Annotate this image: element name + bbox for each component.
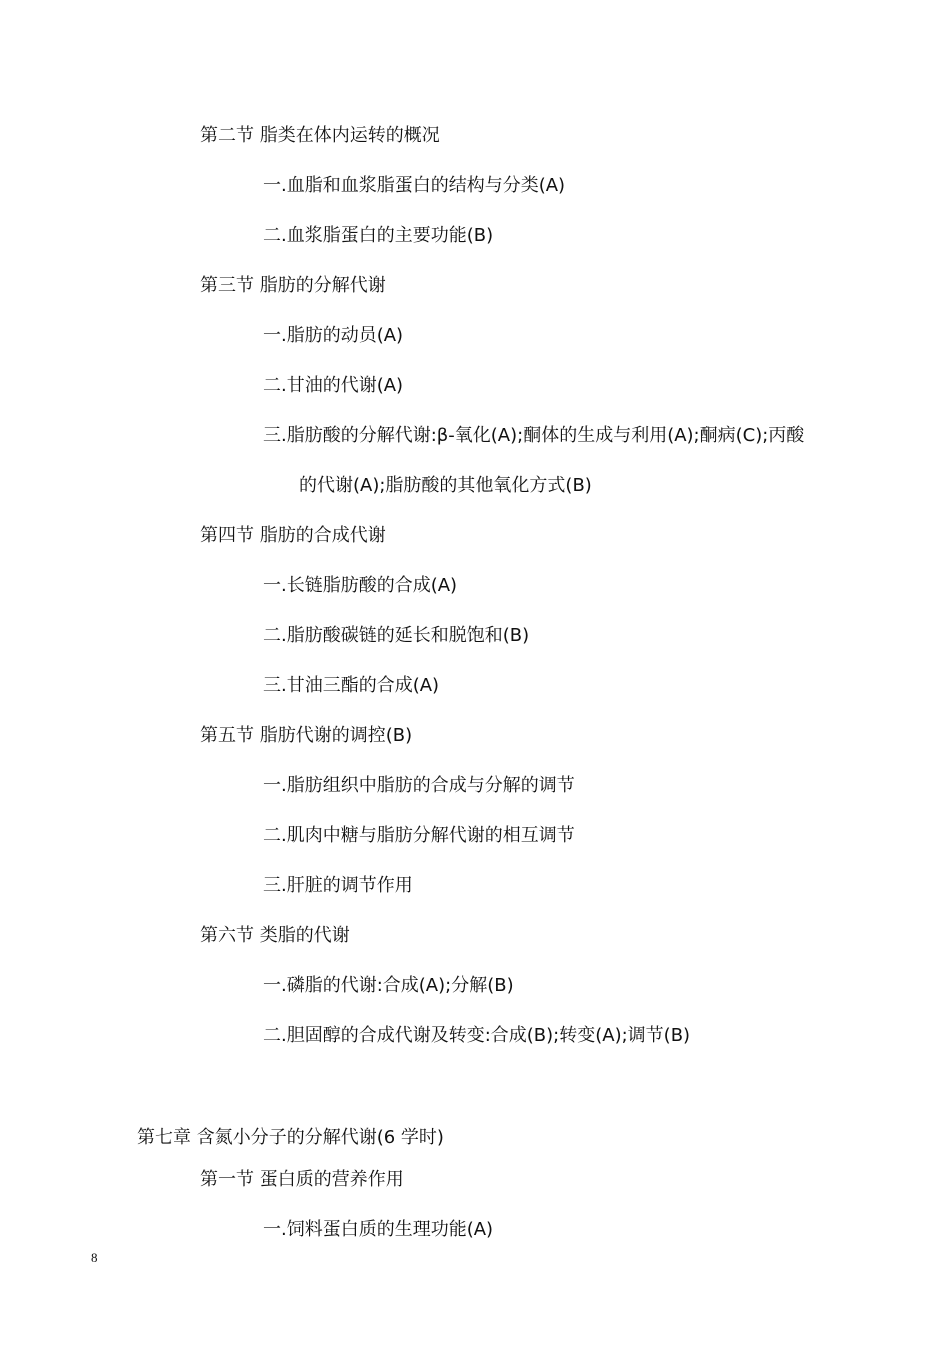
list-item: 三.甘油三酯的合成(A) <box>263 675 440 696</box>
chapter-heading: 第七章 含氮小分子的分解代谢(6 学时) <box>137 1127 444 1148</box>
list-item: 一.长链脂肪酸的合成(A) <box>263 575 458 596</box>
list-item: 一.脂肪的动员(A) <box>263 325 404 346</box>
section-heading-5: 第五节 脂肪代谢的调控(B) <box>200 725 413 746</box>
section-heading-6: 第六节 类脂的代谢 <box>200 925 350 946</box>
section-heading-4: 第四节 脂肪的合成代谢 <box>200 525 386 546</box>
section-heading-1: 第一节 蛋白质的营养作用 <box>200 1169 404 1190</box>
list-item: 二.血浆脂蛋白的主要功能(B) <box>263 225 494 246</box>
list-item: 一.饲料蛋白质的生理功能(A) <box>263 1219 494 1240</box>
list-item: 一.磷脂的代谢:合成(A);分解(B) <box>263 975 514 996</box>
list-item: 二.肌肉中糖与脂肪分解代谢的相互调节 <box>263 825 575 846</box>
list-item: 一.脂肪组织中脂肪的合成与分解的调节 <box>263 775 575 796</box>
list-item: 二.胆固醇的合成代谢及转变:合成(B);转变(A);调节(B) <box>263 1025 691 1046</box>
list-item: 一.血脂和血浆脂蛋白的结构与分类(A) <box>263 175 566 196</box>
list-item-continuation: 的代谢(A);脂肪酸的其他氧化方式(B) <box>299 475 592 496</box>
page-number: 8 <box>91 1250 98 1265</box>
section-heading-2: 第二节 脂类在体内运转的概况 <box>200 125 440 146</box>
list-item: 三.脂肪酸的分解代谢:β-氧化(A);酮体的生成与利用(A);酮病(C);丙酸 <box>263 425 805 446</box>
list-item: 二.甘油的代谢(A) <box>263 375 404 396</box>
list-item: 三.肝脏的调节作用 <box>263 875 413 896</box>
list-item: 二.脂肪酸碳链的延长和脱饱和(B) <box>263 625 530 646</box>
section-heading-3: 第三节 脂肪的分解代谢 <box>200 275 386 296</box>
